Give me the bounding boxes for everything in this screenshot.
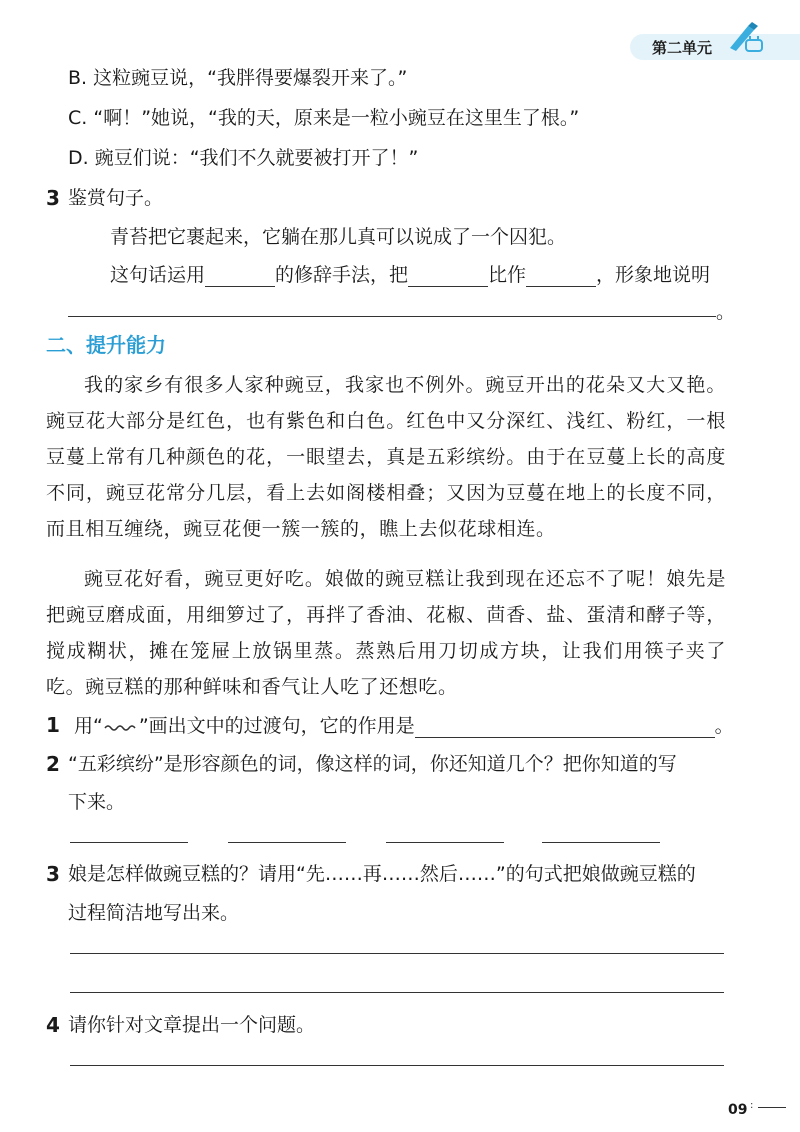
fill-text-4: ，形象地说明 [596,264,711,286]
q1-end: 。 [714,715,734,737]
page-number-dots: : [750,1100,754,1111]
question-1 [46,713,734,738]
passage-paragraph-1: 我的家乡有很多人家种豌豆，我家也不例外。豌豆开出的花朵又大又艳。豌豆花大部分是红色，也有紫色和白色。红色中又分深红、浅红、粉红，一根豆蔓上常有几种颜色的花，一眼望去，真是五彩缤纷。由于在豆蔓上长的高度不同，豌豆花常分几层，看上去如阁楼相叠；又因为豆蔓在地上的长度不同，而且相互缠绕，豌豆花便一簇一簇的，瞧上去似花球相连。 [46,374,726,540]
footer-rule [758,1107,786,1108]
section-title: 二、提升能力 [46,333,166,357]
question-number: 3 [46,862,60,886]
quoted-sentence: 青苔把它裹起来，它躺在那儿真可以说成了一个囚犯。 [110,226,567,248]
answer-line[interactable] [68,316,716,317]
q3-top-title: 鉴赏句子。 [68,187,164,209]
unit-label: 第二单元 [652,39,713,57]
wavy-underline-icon [103,722,139,734]
q3-fill-line [110,263,710,287]
answer-line[interactable] [70,992,724,993]
question-4-line-1: 请你针对文章提出一个问题。 [68,1014,316,1036]
choice-d: D. 豌豆们说：“我们不久就要被打开了！” [68,147,419,169]
answer-line[interactable] [386,842,504,843]
q1-text-1: 用“ [73,715,103,737]
answer-line[interactable] [70,953,724,954]
page-number: 09 [728,1102,748,1118]
fill-end: 。 [716,301,736,323]
question-3-number [46,862,60,887]
answer-blank[interactable] [415,719,715,738]
fill-text-3: 比作 [488,264,527,286]
question-2-line-1: “五彩缤纷”是形容颜色的词，像这样的词，你还知道几个？把你知道的写 [68,753,677,775]
answer-blank-rhetoric[interactable] [205,268,275,287]
fill-text-2: 的修辞手法，把 [275,264,409,286]
passage-paragraph-2: 豌豆花好看，豌豆更好吃。娘做的豌豆糕让我到现在还忘不了呢！娘先是把豌豆磨成面，用细箩过了，再拌了香油、花椒、茴香、盐、蛋清和酵子等，搅成糊状，摊在笼屉上放锅里蒸。蒸熟后用刀切成方块，让我们用筷子夹了吃。豌豆糕的那种鲜味和香气让人吃了还想吃。 [46,568,726,698]
answer-blank-subject[interactable] [408,268,488,287]
fill-text-1: 这句话运用 [110,264,206,286]
pen-ink-icon [726,20,766,54]
question-2-number [46,752,60,777]
q1-text-2: ”画出文中的过渡句，它的作用是 [138,715,415,737]
passage [46,367,726,705]
answer-line[interactable] [70,842,188,843]
question-2-line-2: 下来。 [68,791,126,813]
answer-line[interactable] [70,1065,724,1066]
answer-blank-object[interactable] [526,268,596,287]
question-number: 1 [46,713,60,737]
question-3-line-2: 过程简洁地写出来。 [68,902,240,924]
question-3-line-1: 娘是怎样做豌豆糕的？请用“先……再……然后……”的句式把娘做豌豆糕的 [68,863,696,885]
choice-c: C. “啊！”她说，“我的天，原来是一粒小豌豆在这里生了根。” [68,107,580,129]
answer-line[interactable] [228,842,346,843]
question-number: 2 [46,752,60,776]
q3-top-number [46,186,60,211]
question-number: 4 [46,1013,60,1037]
question-number: 3 [46,186,60,210]
choice-b: B. 这粒豌豆说，“我胖得要爆裂开来了。” [68,67,408,89]
question-4-number [46,1013,60,1038]
answer-line[interactable] [542,842,660,843]
